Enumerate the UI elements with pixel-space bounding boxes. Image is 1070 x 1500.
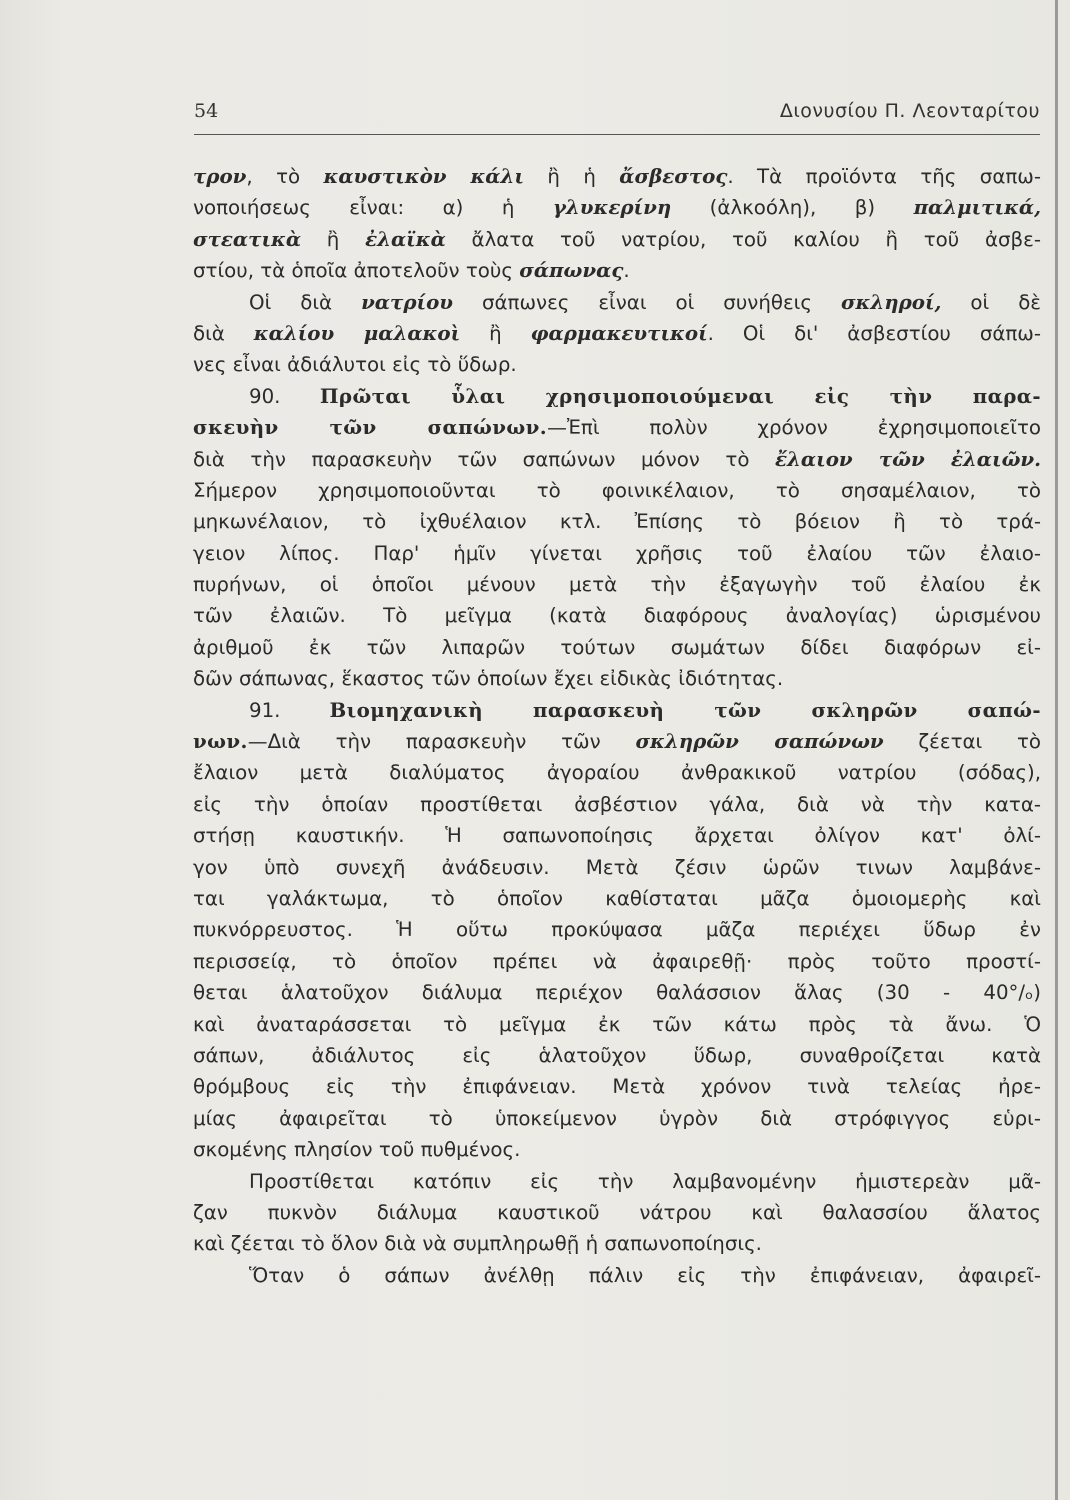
text-line [193, 569, 1041, 600]
text-line [193, 412, 1041, 443]
text-run: σάπων, ἀδιάλυτος εἰς ἁλατοῦχον ὕδωρ, συναθροίζεται κατὰ [193, 1043, 1041, 1067]
text-run: ζαν πυκνὸν διάλυμα καυστικοῦ νάτρου καὶ θαλασσίου ἅλατος [193, 1200, 1041, 1224]
text-run: στίου, τὰ ὁποῖα ἀποτελοῦν τοὺς [193, 259, 520, 283]
text-run: . Οἱ δι' ἀσβεστίου σάπω- [707, 321, 1042, 345]
text-run: —Διὰ τὴν παρασκευὴν τῶν [247, 730, 636, 754]
emphasis-text: ἐλαϊκὰ [365, 226, 446, 251]
text-run: Σήμερον χρησιμοποιοῦνται τὸ φοινικέλαιον, τὸ σησαμέλαιον, τὸ [193, 478, 1041, 502]
emphasis-text: φαρμακευτικοί [530, 320, 708, 345]
emphasis-text: καυστικὸν κάλι [323, 164, 524, 188]
text-run: 91. [249, 698, 330, 722]
text-line [193, 695, 1041, 726]
body-text [193, 161, 1041, 1291]
running-head: Διονυσίου Π. Λεονταρίτου [779, 100, 1040, 122]
page-header [194, 98, 1040, 135]
text-run: ἢ ἡ [523, 165, 620, 188]
text-run: γον ὑπὸ συνεχῆ ἀνάδευσιν. Μετὰ ζέσιν ὡρῶν τινων λαμβάνε- [193, 855, 1041, 879]
text-line [193, 381, 1041, 412]
text-line [193, 663, 1041, 694]
text-line [193, 161, 1041, 192]
text-line [193, 1197, 1041, 1228]
page-number: 54 [194, 100, 219, 122]
section-heading-text: σκευὴν τῶν σαπώνων. [193, 415, 548, 440]
text-line [193, 506, 1041, 537]
text-run: θεται ἁλατοῦχον διάλυμα περιέχον θαλάσσιον ἅλας (30 - 40°/ₒ) [193, 981, 1041, 1005]
text-run: στήσῃ καυστικήν. Ἡ σαπωνοποίησις ἄρχεται ὀλίγον κατ' ὀλί- [193, 824, 1041, 848]
text-run: (ἀλκοόλη), β) [671, 196, 914, 220]
text-run: Οἱ διὰ [249, 290, 362, 314]
text-line [193, 318, 1041, 349]
section-heading-text: νων. [193, 729, 248, 754]
text-line [193, 789, 1041, 820]
text-line [193, 444, 1041, 475]
text-line [193, 1134, 1041, 1165]
text-line [193, 287, 1041, 318]
text-run: πυκνόρρευστος. Ἡ οὕτω προκύψασα μᾶζα περιέχει ὕδωρ ἐν [193, 918, 1041, 942]
text-line [193, 946, 1041, 977]
text-line [193, 726, 1041, 757]
text-run: Ὅταν ὁ σάπων ἀνέλθῃ πάλιν εἰς τὴν ἐπιφάνειαν, ἀφαιρεῖ- [249, 1263, 1041, 1287]
text-run: 90. [249, 384, 320, 408]
text-line [193, 632, 1041, 663]
text-line [193, 757, 1041, 788]
text-run: σάπωνες εἶναι οἱ συνήθεις [452, 290, 841, 314]
text-line [193, 977, 1041, 1008]
emphasis-text: καλίου μαλακοὶ [253, 320, 461, 345]
text-line [193, 1009, 1041, 1040]
text-run: διὰ τὴν παρασκευὴν τῶν σαπώνων μόνον τὸ [193, 447, 776, 471]
text-run: —Ἐπὶ πολὺν χρόνον ἐχρησιμοποιεῖτο [547, 416, 1041, 440]
text-line [193, 255, 1041, 286]
emphasis-text: σκληρῶν σαπώνων [635, 729, 884, 754]
text-line [193, 1260, 1041, 1291]
text-line [193, 600, 1041, 631]
text-run: ἀριθμοῦ ἐκ τῶν λιπαρῶν τούτων σωμάτων δίδει διαφόρων εἰ- [193, 635, 1041, 659]
text-run: ζέεται τὸ [883, 730, 1042, 754]
text-line [193, 1166, 1041, 1197]
text-run: . [623, 259, 630, 283]
text-run: θρόμβους εἰς τὴν ἐπιφάνειαν. Μετὰ χρόνον τινὰ τελείας ἠρε- [193, 1075, 1041, 1099]
text-run: εἰς τὴν ὁποίαν προστίθεται ἀσβέστιον γάλα, διὰ νὰ τὴν κατα- [193, 792, 1041, 816]
text-run: πυρήνων, οἱ ὁποῖοι μένουν μετὰ τὴν ἐξαγωγὴν τοῦ ἐλαίου ἐκ [193, 573, 1041, 597]
page-edge-shadow [1055, 0, 1058, 1500]
emphasis-text: τρον [193, 164, 247, 188]
text-line [193, 475, 1041, 506]
text-run: , τὸ [246, 165, 324, 188]
emphasis-text: παλμιτικά, [913, 195, 1042, 220]
text-run: καὶ ζέεται τὸ ὅλον διὰ νὰ συμπληρωθῇ ἡ σαπωνοποίησις. [193, 1232, 762, 1256]
emphasis-text: νατρίου [361, 289, 453, 314]
text-run: νοποιήσεως εἶναι: α) ἡ [193, 196, 553, 220]
text-run: μηκωνέλαιον, τὸ ἰχθυέλαιον κτλ. Ἐπίσης τὸ βόειον ἢ τὸ τρά- [193, 510, 1041, 534]
text-run: περισσείᾳ, τὸ ὁποῖον πρέπει νὰ ἀφαιρεθῇ· πρὸς τοῦτο προστί- [193, 949, 1041, 973]
text-line [193, 1103, 1041, 1134]
emphasis-text: ἄσβεστος [619, 164, 728, 188]
text-line [193, 852, 1041, 883]
text-line [193, 1040, 1041, 1071]
section-heading-text: Πρῶται ὗλαι χρησιμοποιούμεναι εἰς τὴν παρα- [319, 383, 1041, 408]
text-line [193, 538, 1041, 569]
text-run: καὶ ἀναταράσσεται τὸ μεῖγμα ἐκ τῶν κάτω πρὸς τὰ ἄνω. Ὁ [193, 1012, 1041, 1036]
text-run: νες εἶναι ἀδιάλυτοι εἰς τὸ ὕδωρ. [193, 353, 517, 377]
emphasis-text: γλυκερίνη [552, 195, 672, 220]
text-run: τῶν ἐλαιῶν. Τὸ μεῖγμα (κατὰ διαφόρους ἀναλογίας) ὡρισμένου [193, 604, 1041, 628]
text-run: σκομένης πλησίον τοῦ πυθμένος. [193, 1138, 521, 1162]
text-run: δῶν σάπωνας, ἕκαστος τῶν ὁποίων ἔχει εἰδικὰς ἰδιότητας. [193, 667, 784, 691]
emphasis-text: σκληροί, [840, 289, 942, 314]
text-line [193, 349, 1041, 380]
section-heading-text: Βιομηχανικὴ παρασκευὴ τῶν σκληρῶν σαπώ- [329, 697, 1041, 722]
text-run: ται γαλάκτωμα, τὸ ὁποῖον καθίσταται μᾶζα ὁμοιομερὴς καὶ [193, 886, 1041, 910]
text-run: μίας ἀφαιρεῖται τὸ ὑποκείμενον ὑγρὸν διὰ στρόφιγγος εὑρι- [193, 1106, 1041, 1130]
text-line [193, 914, 1041, 945]
text-run: ἢ [301, 227, 366, 251]
text-run: ἔλαιον μετὰ διαλύματος ἀγοραίου ἀνθρακικοῦ νατρίου (σόδας), [193, 761, 1041, 785]
text-run: . Τὰ προϊόντα τῆς σαπω- [727, 165, 1041, 188]
text-run: ἄλατα τοῦ νατρίου, τοῦ καλίου ἢ τοῦ ἀσβε- [445, 227, 1041, 251]
emphasis-text: ἔλαιον τῶν ἐλαιῶν. [775, 446, 1042, 471]
text-run: διὰ [193, 321, 254, 345]
text-line [193, 1228, 1041, 1259]
text-line [193, 883, 1041, 914]
text-run: οἱ δὲ [941, 290, 1041, 314]
text-run: γειον λίπος. Παρ' ἡμῖν γίνεται χρῆσις τοῦ ἐλαίου τῶν ἐλαιο- [193, 541, 1041, 565]
emphasis-text: σάπωνας [519, 258, 624, 283]
text-line [193, 224, 1041, 255]
text-run: ἢ [460, 321, 531, 345]
text-line [193, 192, 1041, 223]
text-line [193, 820, 1041, 851]
text-line [193, 1071, 1041, 1102]
emphasis-text: στεατικὰ [193, 226, 302, 251]
text-run: Προστίθεται κατόπιν εἰς τὴν λαμβανομένην ἡμιστερεὰν μᾶ- [249, 1169, 1041, 1193]
